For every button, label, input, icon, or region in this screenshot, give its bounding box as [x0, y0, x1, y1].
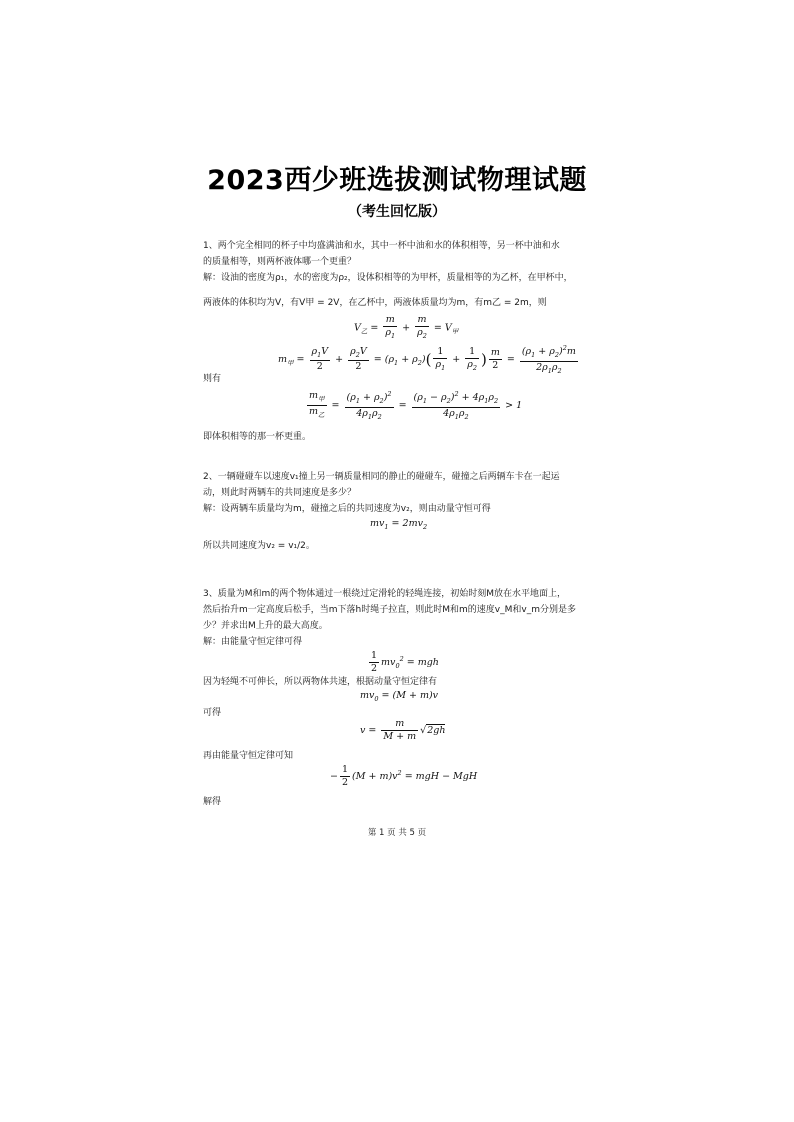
q1-line-3: 解：设油的密度为ρ₁，水的密度为ρ₂，设体积相等的为甲杯，质量相等的为乙杯，在甲杯中， — [203, 273, 573, 283]
question-2-text — [203, 469, 595, 517]
q1-then-text: 则有 — [203, 374, 222, 384]
q2-line-1: 2、一辆碰碰车以速度v₁撞上另一辆质量相同的静止的碰碰车，碰撞之后两辆车卡在一起运 — [203, 472, 560, 482]
q1-then-label — [203, 371, 595, 387]
q1-line-2: 的质量相等，则两杯液体哪一个更重？ — [203, 257, 357, 267]
q3-equation-1: $\frac{1}{2}$ $mv_0^2$ = mgh — [371, 650, 439, 674]
q3-line-5: 因为轻绳不可伸长，所以两物体共速，根据动量守恒定律有 — [203, 677, 438, 687]
q3-line-4: 解：由能量守恒定律可得 — [203, 637, 303, 647]
q2-line-2: 动，则此时两辆车的共同速度是多少？ — [203, 488, 357, 498]
q1-conclusion-text: 即体积相等的那一杯更重。 — [203, 432, 312, 442]
q3-equation-2: $mv_0 = (M + m)v$ — [360, 690, 439, 703]
q3-line-8: 解得 — [203, 797, 222, 807]
q2-line-4: 所以共同速度为v₂ = v₁/2。 — [203, 541, 315, 551]
q3-line-7: 再由能量守恒定律可知 — [203, 751, 294, 761]
q3-line-6: 可得 — [203, 708, 222, 718]
q3-line-3: 少？并求出M上升的最大高度。 — [203, 621, 328, 631]
q3-line-2: 然后抬升m一定高度后松手，当m下落h时绳子拉直，则此时M和m的速度v_M和v_m分别是多 — [203, 605, 576, 615]
q1-conclusion — [203, 429, 595, 445]
q3-energy-text — [203, 748, 595, 764]
q3-line-1: 3、质量为M和m的两个物体通过一根绕过定滑轮的轻绳连接，初始时刻M放在水平地面上， — [203, 589, 567, 599]
page-title: 2023西少班选拔测试物理试题 — [207, 165, 587, 196]
q3-equation-4: − $\frac{1}{2}$ $(M + m)v^2$ = mgH − MgH — [330, 764, 478, 788]
q2-line-3: 解：设两辆车质量均为m，碰撞之后的共同速度为v₂，则由动量守恒可得 — [203, 504, 491, 514]
q2-equation-1: $mv_1 = 2mv_2$ — [370, 518, 428, 531]
q1-line-4: 两液体的体积均为V，有V甲 = 2V，在乙杯中，两液体质量均为m，有m乙 = 2m，则 — [203, 298, 547, 308]
q2-result — [203, 538, 595, 554]
q3-equation-3: v = $\frac{m}{M + m}$ √2gh — [360, 718, 446, 742]
question-3-text — [203, 586, 595, 650]
page-subtitle: （考生回忆版） — [348, 204, 446, 220]
q3-solve-label — [203, 794, 595, 810]
page-footer: 第 1 页 共 5 页 — [367, 828, 427, 838]
q1-line-1: 1、两个完全相同的杯子中均盛满油和水，其中一杯中油和水的体积相等，另一杯中油和水 — [203, 241, 560, 251]
q3-momentum-text — [203, 674, 595, 690]
question-1-text — [203, 238, 595, 311]
q1-equation-1: $V_乙$ = $\frac{m}{\rho_1}$ + $\frac{m}{\rho_2}$ = $V_甲$ — [354, 314, 459, 340]
q1-equation-3: $\frac{m_甲}{m_乙}$ = $\frac{(\rho_1 + \rho_2)^2}{4\rho_1\rho_2}$ = $\frac{(\rho_1 - \rho_2)^2 + 4\rho_1\rho_2}{4\rho_1\rho_2}$ > 1 — [309, 390, 523, 421]
q1-equation-2: $m_甲$ = $\frac{\rho_1V}{2}$ + $\frac{\rho_2V}{2}$ = $(\rho_1 + \rho_2)$( $\frac{1}{\rho_1}$ + $\frac{1}{\rho_2}$ ) $\frac{m}{2}$ = $\frac{(\rho_1 + \rho_2)^2m}{2\rho_1\rho_2}$ — [278, 344, 576, 375]
